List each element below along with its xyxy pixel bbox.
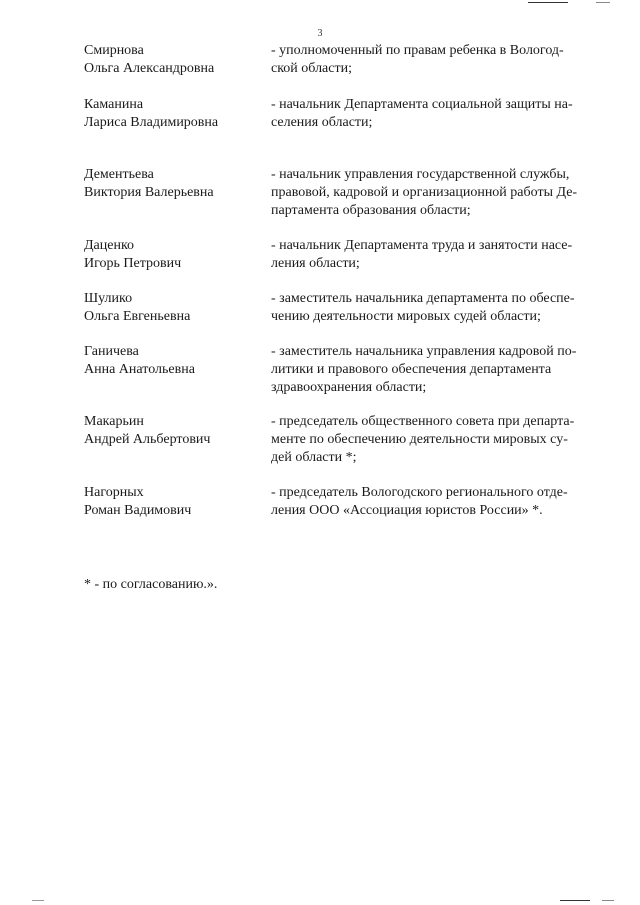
member-given-names: Анна Анатольевна: [84, 362, 195, 377]
position-line: - начальник Департамента социальной защиты на-: [271, 97, 573, 112]
member-given-names: Виктория Валерьевна: [84, 185, 214, 200]
member-position: [271, 166, 597, 220]
member-name: [84, 42, 264, 78]
position-line: литики и правового обеспечения департамента: [271, 362, 552, 377]
scan-mark-bottom-right-small: [602, 900, 614, 901]
scan-mark-top-right-small: [596, 2, 610, 3]
position-line: селения области;: [271, 115, 373, 130]
member-name: [84, 484, 264, 520]
position-line: - председатель общественного совета при департа-: [271, 414, 575, 429]
member-name: [84, 96, 264, 132]
member-name: [84, 237, 264, 273]
position-line: чению деятельности мировых судей области;: [271, 309, 541, 324]
member-position: [271, 343, 597, 397]
position-line: правовой, кадровой и организационной работы Де-: [271, 185, 578, 200]
scan-mark-bottom-right: [560, 900, 590, 901]
member-position: [271, 96, 597, 132]
member-given-names: Роман Вадимович: [84, 503, 192, 518]
member-position: [271, 237, 597, 273]
position-line: - заместитель начальника департамента по обеспе-: [271, 291, 575, 306]
member-surname: Нагорных: [84, 485, 144, 500]
member-surname: Даценко: [84, 238, 135, 253]
member-surname: Дементьева: [84, 167, 154, 182]
member-surname: Шулико: [84, 291, 133, 306]
position-line: партамента образования области;: [271, 203, 471, 218]
position-line: менте по обеспечению деятельности мировых су-: [271, 432, 568, 447]
position-line: ления ООО «Ассоциация юристов России» *.: [271, 503, 543, 518]
page-number: 3: [317, 28, 323, 39]
position-line: - заместитель начальника управления кадровой по-: [271, 344, 577, 359]
member-name: [84, 413, 264, 449]
member-name: [84, 166, 264, 202]
position-line: - уполномоченный по правам ребенка в Вологод-: [271, 43, 564, 58]
scan-mark-bottom-left: [32, 900, 44, 901]
member-surname: Каманина: [84, 97, 144, 112]
member-name: [84, 290, 264, 326]
footnote: * - по согласованию.».: [84, 577, 218, 592]
member-surname: Смирнова: [84, 43, 144, 58]
member-given-names: Ольга Александровна: [84, 61, 215, 76]
position-line: - начальник Департамента труда и занятости насе-: [271, 238, 573, 253]
scan-mark-top-right: [528, 2, 568, 3]
member-surname: Ганичева: [84, 344, 139, 359]
member-given-names: Лариса Владимировна: [84, 115, 219, 130]
member-name: [84, 343, 264, 379]
position-line: ской области;: [271, 61, 352, 76]
member-given-names: Ольга Евгеньевна: [84, 309, 191, 324]
position-line: здравоохранения области;: [271, 380, 427, 395]
member-position: [271, 290, 597, 326]
member-position: [271, 413, 597, 467]
member-surname: Макарьин: [84, 414, 144, 429]
member-given-names: Игорь Петрович: [84, 256, 182, 271]
position-line: дей области *;: [271, 450, 357, 465]
member-position: [271, 484, 597, 520]
member-given-names: Андрей Альбертович: [84, 432, 211, 447]
position-line: - начальник управления государственной службы,: [271, 167, 570, 182]
position-line: - председатель Вологодского регионального отде-: [271, 485, 568, 500]
position-line: ления области;: [271, 256, 360, 271]
member-position: [271, 42, 597, 78]
